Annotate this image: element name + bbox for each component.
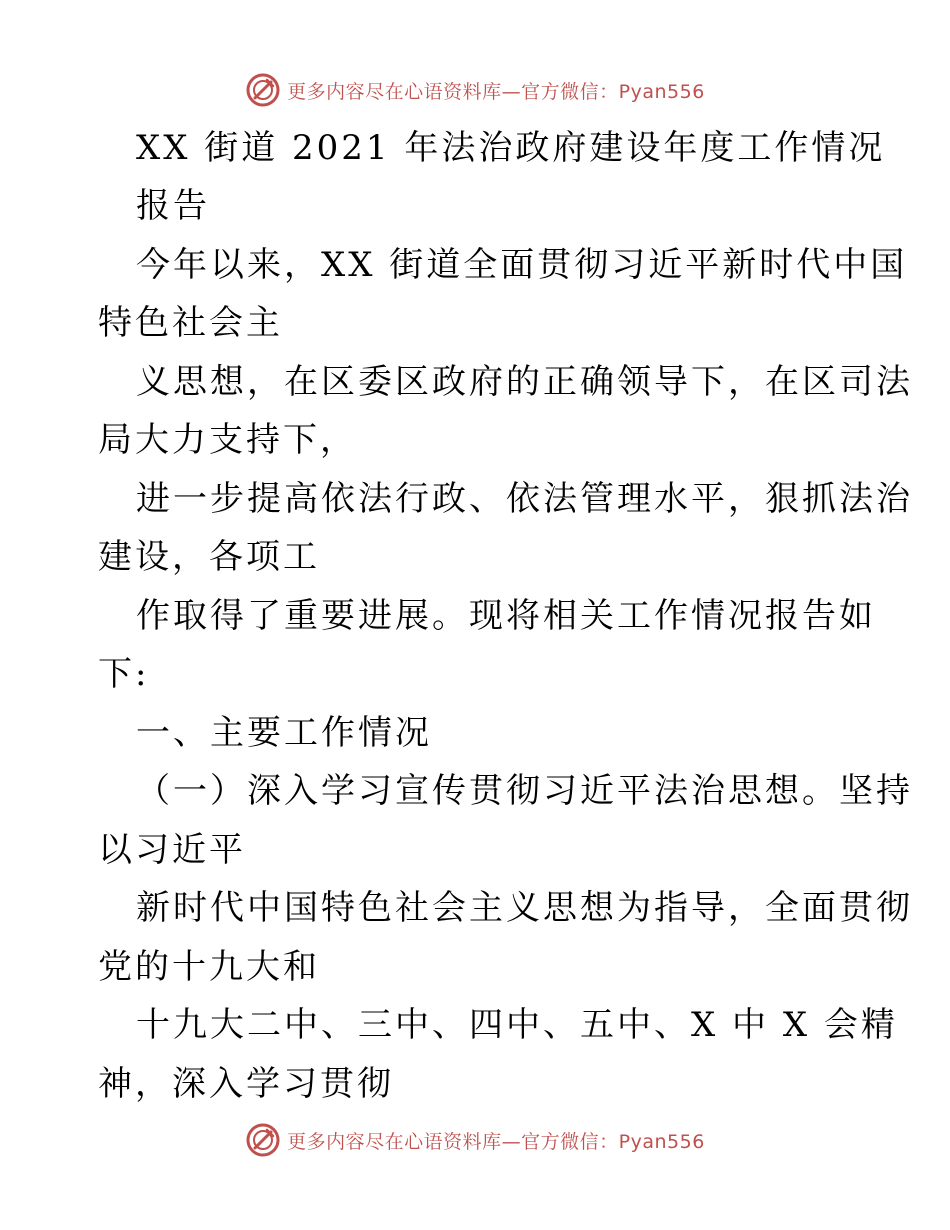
seal-logo-icon — [245, 1122, 281, 1158]
paragraph-line: 下: — [98, 654, 150, 694]
paragraph-line: 新时代中国特色社会主义思想为指导，全面贯彻 — [136, 888, 913, 928]
paragraph-line: 作取得了重要进展。现将相关工作情况报告如 — [136, 596, 876, 636]
paragraph-line: 今年以来，XX 街道全面贯彻习近平新时代中国 — [136, 245, 908, 285]
paragraph-line: 义思想，在区委区政府的正确领导下，在区司法 — [136, 362, 913, 402]
paragraph-line: 特色社会主 — [98, 303, 283, 343]
seal-logo-icon — [245, 72, 281, 108]
paragraph-line: 神，深入学习贯彻 — [98, 1064, 394, 1104]
watermark-text: 更多内容尽在心语资料库—官方微信：Pyan556 — [287, 1130, 705, 1153]
doc-title-line-1: XX 街道 2021 年法治政府建设年度工作情况 — [136, 128, 886, 168]
paragraph-line: 建设，各项工 — [98, 537, 320, 577]
paragraph-line: 进一步提高依法行政、依法管理水平，狠抓法治 — [136, 479, 913, 519]
subsection-heading-line: （一）深入学习宣传贯彻习近平法治思想。坚持 — [136, 771, 913, 811]
watermark-text: 更多内容尽在心语资料库—官方微信：Pyan556 — [287, 80, 705, 103]
paragraph-line: 以习近平 — [98, 830, 246, 870]
watermark-banner-top — [0, 68, 950, 112]
doc-title-line-2: 报告 — [136, 186, 210, 226]
paragraph-line: 十九大二中、三中、四中、五中、X 中 X 会精 — [136, 1005, 898, 1045]
paragraph-line: 党的十九大和 — [98, 947, 320, 987]
section-heading: 一、主要工作情况 — [136, 713, 432, 753]
watermark-banner-bottom — [0, 1118, 950, 1162]
paragraph-line: 局大力支持下， — [98, 420, 357, 460]
